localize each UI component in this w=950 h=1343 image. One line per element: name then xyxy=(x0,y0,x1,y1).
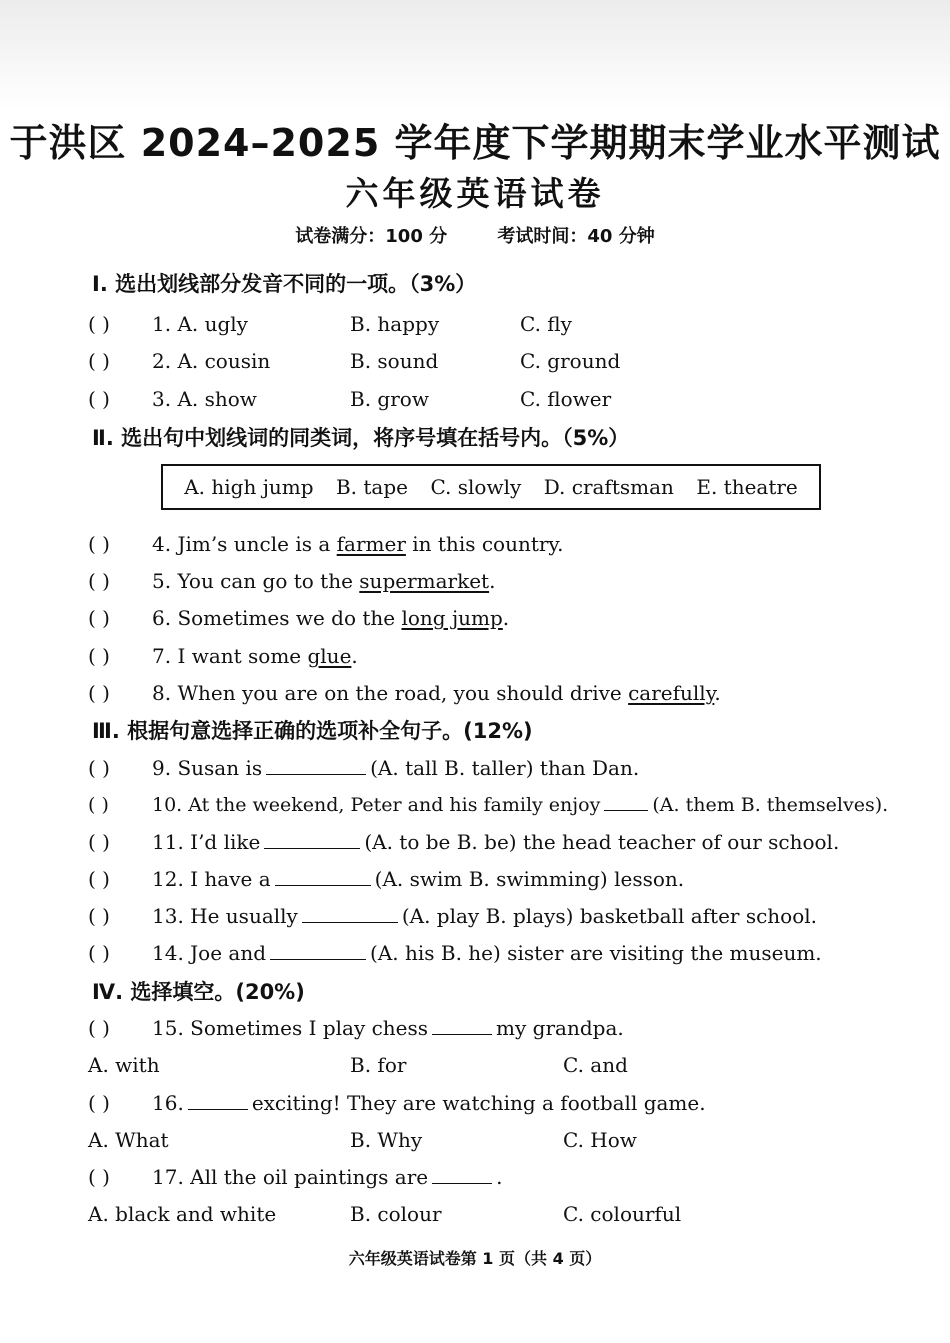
section-2-heading: Ⅱ. 选出句中划线词的同类词，将序号填在括号内。（5%） xyxy=(92,426,630,450)
answer-blank[interactable] xyxy=(302,904,398,923)
question-row xyxy=(88,864,908,894)
word-bank-option: B. tape xyxy=(335,475,408,499)
word-bank-box xyxy=(161,464,821,510)
question-row xyxy=(88,603,888,633)
section-3-heading: Ⅲ. 根据句意选择正确的选项补全句子。(12%) xyxy=(92,719,533,743)
question-row xyxy=(88,678,888,708)
underlined-word: long jump xyxy=(401,606,503,630)
answer-blank[interactable] xyxy=(264,830,360,849)
option-c: C. fly xyxy=(520,312,572,336)
option-b: B. for xyxy=(350,1053,407,1077)
question-text: 7. I want some glue. xyxy=(152,644,358,668)
answer-paren[interactable]: ( ) xyxy=(88,349,110,373)
option-c: C. and xyxy=(563,1053,628,1077)
question-text: 13. He usually (A. play B. plays) basketball after school. xyxy=(152,904,817,928)
option-a: A. What xyxy=(88,1128,169,1152)
exam-meta xyxy=(0,222,950,248)
question-text: 12. I have a (A. swim B. swimming) lesson. xyxy=(152,867,685,891)
answer-blank[interactable] xyxy=(604,792,648,811)
section-1-heading: Ⅰ. 选出划线部分发音不同的一项。（3%） xyxy=(92,272,477,296)
option-a: 2. A. cousin xyxy=(152,349,271,373)
page-footer: 六年级英语试卷第 1 页（共 4 页） xyxy=(348,1249,602,1268)
question-row xyxy=(88,938,908,968)
question-row xyxy=(88,901,908,931)
question-text: 6. Sometimes we do the long jump. xyxy=(152,606,510,630)
answer-blank[interactable] xyxy=(270,941,366,960)
exam-time: 考试时间：40 分钟 xyxy=(497,226,655,247)
question-row xyxy=(88,346,788,376)
underlined-word: supermarket xyxy=(359,569,490,593)
option-b: B. colour xyxy=(350,1202,442,1226)
answer-blank[interactable] xyxy=(188,1091,248,1110)
option-a: 1. A. ugly xyxy=(152,312,248,336)
answer-paren[interactable]: ( ) xyxy=(88,904,110,928)
option-a: A. black and white xyxy=(88,1202,277,1226)
option-b: B. grow xyxy=(350,387,429,411)
section-4-heading: Ⅳ. 选择填空。(20%) xyxy=(92,980,305,1004)
choice-row xyxy=(88,1125,788,1155)
question-row xyxy=(88,1088,888,1118)
answer-paren[interactable]: ( ) xyxy=(88,532,110,556)
answer-paren[interactable]: ( ) xyxy=(88,606,110,630)
option-b: B. sound xyxy=(350,349,439,373)
question-row xyxy=(88,384,788,414)
question-text: 10. At the weekend, Peter and his family enjoy (A. them B. themselves). xyxy=(152,794,889,816)
scan-shadow xyxy=(0,0,950,110)
answer-blank[interactable] xyxy=(432,1016,492,1035)
option-c: C. ground xyxy=(520,349,621,373)
option-c: C. flower xyxy=(520,387,612,411)
question-row xyxy=(88,753,908,783)
option-b: B. Why xyxy=(350,1128,423,1152)
answer-paren[interactable]: ( ) xyxy=(88,941,110,965)
answer-paren[interactable]: ( ) xyxy=(88,1091,110,1115)
question-text: 9. Susan is (A. tall B. taller) than Dan. xyxy=(152,756,640,780)
answer-paren[interactable]: ( ) xyxy=(88,387,110,411)
question-text: 14. Joe and (A. his B. he) sister are visiting the museum. xyxy=(152,941,822,965)
underlined-word: carefully xyxy=(628,681,715,705)
option-b: B. happy xyxy=(350,312,440,336)
word-bank-option: D. craftsman xyxy=(543,475,674,499)
question-text: 8. When you are on the road, you should drive carefully. xyxy=(152,681,721,705)
answer-paren[interactable]: ( ) xyxy=(88,681,110,705)
question-row xyxy=(88,529,888,559)
word-bank-option: E. theatre xyxy=(696,475,798,499)
exam-title: 于洪区 2024–2025 学年度下学期期末学业水平测试 xyxy=(9,121,941,165)
question-row xyxy=(88,566,888,596)
word-bank-option: C. slowly xyxy=(430,475,522,499)
answer-paren[interactable]: ( ) xyxy=(88,794,109,816)
choice-row xyxy=(88,1199,788,1229)
question-text: 17. All the oil paintings are . xyxy=(152,1165,503,1189)
option-c: C. colourful xyxy=(563,1202,682,1226)
question-text: 4. Jim’s uncle is a farmer in this country. xyxy=(152,532,564,556)
option-c: C. How xyxy=(563,1128,637,1152)
question-row xyxy=(88,1013,888,1043)
option-a: 3. A. show xyxy=(152,387,257,411)
answer-paren[interactable]: ( ) xyxy=(88,644,110,668)
answer-paren[interactable]: ( ) xyxy=(88,1165,110,1189)
answer-blank[interactable] xyxy=(432,1165,492,1184)
answer-blank[interactable] xyxy=(266,756,366,775)
answer-paren[interactable]: ( ) xyxy=(88,1016,110,1040)
answer-paren[interactable]: ( ) xyxy=(88,312,110,336)
answer-paren[interactable]: ( ) xyxy=(88,569,110,593)
word-bank-option: A. high jump xyxy=(184,475,314,499)
question-row xyxy=(88,309,788,339)
underlined-word: farmer xyxy=(336,532,406,556)
question-text: 16. exciting! They are watching a football game. xyxy=(152,1091,706,1115)
answer-paren[interactable]: ( ) xyxy=(88,830,110,854)
question-text: 5. You can go to the supermarket. xyxy=(152,569,496,593)
answer-blank[interactable] xyxy=(275,867,371,886)
question-row xyxy=(88,641,888,671)
question-row xyxy=(88,1162,888,1192)
question-row xyxy=(88,790,908,820)
choice-row xyxy=(88,1050,788,1080)
question-row xyxy=(88,827,908,857)
question-text: 15. Sometimes I play chess my grandpa. xyxy=(152,1016,624,1040)
exam-subtitle: 六年级英语试卷 xyxy=(345,174,605,213)
answer-paren[interactable]: ( ) xyxy=(88,756,110,780)
full-score: 试卷满分：100 分 xyxy=(295,226,448,247)
question-text: 11. I’d like (A. to be B. be) the head teacher of our school. xyxy=(152,830,840,854)
answer-paren[interactable]: ( ) xyxy=(88,867,110,891)
option-a: A. with xyxy=(88,1053,160,1077)
underlined-word: glue xyxy=(307,644,352,668)
